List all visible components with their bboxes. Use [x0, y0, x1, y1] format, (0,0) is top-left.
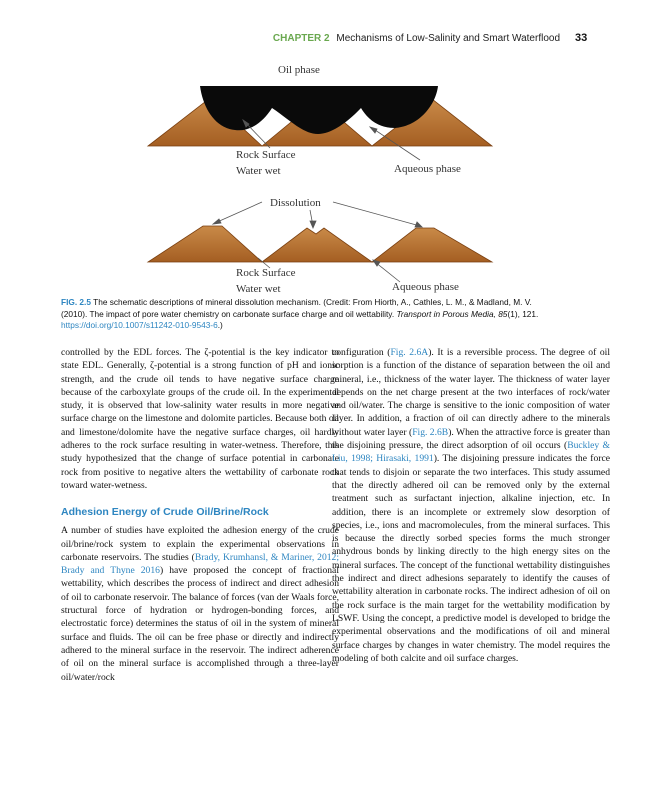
figure-number: FIG. 2.5 — [61, 297, 91, 307]
dissolved-rock-grain — [372, 228, 492, 262]
text: configuration ( — [332, 347, 391, 358]
doi-link[interactable]: https://doi.org/10.1007/s11242-010-9543-6 — [61, 320, 218, 330]
caption-end: .) — [217, 320, 223, 330]
paragraph: controlled by the EDL forces. The ζ-potential is the key indicator to state EDL. Generally, ζ-potential is a strong function of pH and ionic strength, and the crude oil tends to have negative surface charge because of the carboxylate groups of the crude oil. In the experimental study, it is observed that low-salinity water results in more negative surface charge on the limestone and dolomite particles. Because both oil and limestone/dolomite have the negative surface charges, oil hardly adheres to the rock surface resulting in water-wetness. Therefore, this study hypothesized that the change of surface potential in carbonate rock from positive to negative alters the wettability of carbonate rock toward water-wetness. — [61, 347, 339, 491]
dissolution-label: Dissolution — [270, 197, 321, 209]
figure-ref-link[interactable]: Fig. 2.6A — [390, 347, 429, 358]
figure-caption — [61, 297, 556, 332]
section-heading: Adhesion Energy of Crude Oil/Brine/Rock — [61, 506, 269, 519]
text: ) have proposed the concept of fractional wettability, which describes the process of indirect and direct adhesion of oil to carbonate reservoir. The balance of forces (van der Waals force, structural force of hydration or hydrogen-bonding forces, and electrostatic force) determines the status of oil in the system of mineral surface and fluids. The oil can be free phase or directly and indirectly adhered to the mineral surface in the reservoir. The indirect adherence of oil on the mineral surface is accomplished through a three-layer oil/water/rock — [61, 565, 339, 683]
top-rock-surface-label: Rock Surface — [236, 149, 296, 161]
text: ). When the attractive force is greater than the disjoining pressure, the direct adsorption of oil occurs ( — [332, 426, 610, 452]
chapter-title: Mechanisms of Low-Salinity and Smart Waterflood — [336, 33, 560, 44]
caption-journal: Transport in Porous Media, 85 — [396, 308, 508, 319]
bottom-rock-surface — [148, 226, 492, 262]
oil-droplet — [200, 86, 438, 134]
caption-issue: (1), 121. — [507, 308, 539, 319]
bottom-water-wet-label: Water wet — [236, 283, 281, 295]
bottom-aqueous-phase-label: Aqueous phase — [392, 281, 459, 293]
mineral-dissolution-figure — [0, 0, 648, 300]
paragraph — [332, 346, 610, 665]
text: ). The disjoining pressure indicates the force that tends to disjoin or separate the two interfaces. This study assumed that the directly adhered oil can be removed only by the external treatment such as surfactant injection, alkaline injection, etc. In addition, there is an incomplete or extremely slow desorption of species, i.e., ions and macromolecules, from the mineral surfaces. This is because the directly sorbed species forms the much stronger anhydrous bonds by linking directly to the high energy sites on the mineral surfaces. The concept of the functional wettability distinguishes the indirect and direct adhesions separately to identify the causes of wettability alteration in carbonate rocks. The indirect adhesion of oil on the rock surface is the main target for the wettability modification by LSWF. Using the concept, a predictive model is developed to bridge the experimental observations and the modifications of oil and mineral surface charges by changes in water chemistry. The model requires the modeling of both calcite and oil surface charges. — [332, 453, 611, 664]
citation-link[interactable]: Buckley & Liu, 1998; Hirasaki, 1991 — [332, 440, 610, 465]
page-number: 33 — [575, 32, 588, 44]
dissolved-rock-grain — [148, 226, 262, 262]
left-column — [61, 346, 339, 684]
caption-text: The schematic descriptions of mineral dissolution mechanism. (Credit: From Hiorth, A., Cathles, L. M., & Madland, M. V. (2010). The impact of pore water chemistry on carbonate surface charge and oil wettability. — [61, 297, 532, 319]
top-aqueous-phase-label: Aqueous phase — [394, 163, 461, 175]
top-water-wet-label: Water wet — [236, 165, 281, 177]
text: ). It is a reversible process. The degree of oil sorption is a function of the distance of separation between the oil and mineral, i.e., thickness of the water layer. The thickness of water layer depends on the net charge present at the two interfaces of rock/water and oil/water. The charge is sensitive to the ionic composition of water layer. In addition, a fraction of oil can directly adhere to the minerals without water layer ( — [332, 347, 611, 438]
oil-phase-label: Oil phase — [278, 64, 320, 76]
text: A number of studies have exploited the adhesion energy of the crude oil/brine/rock system to explain the experimental observations in carbonate reservoirs. The studies ( — [61, 525, 339, 563]
dissolved-rock-grain — [262, 228, 372, 262]
bottom-rock-surface-label: Rock Surface — [236, 267, 296, 279]
paragraph — [61, 524, 339, 684]
right-column — [332, 346, 610, 665]
citation-link[interactable]: Brady, Krumhansl, & Mariner, 2012; Brady and Thyne 2016 — [61, 551, 339, 577]
chapter-label: CHAPTER 2 — [272, 33, 330, 44]
figure-ref-link[interactable]: Fig. 2.6B — [412, 426, 449, 438]
oil-blob — [200, 86, 438, 134]
